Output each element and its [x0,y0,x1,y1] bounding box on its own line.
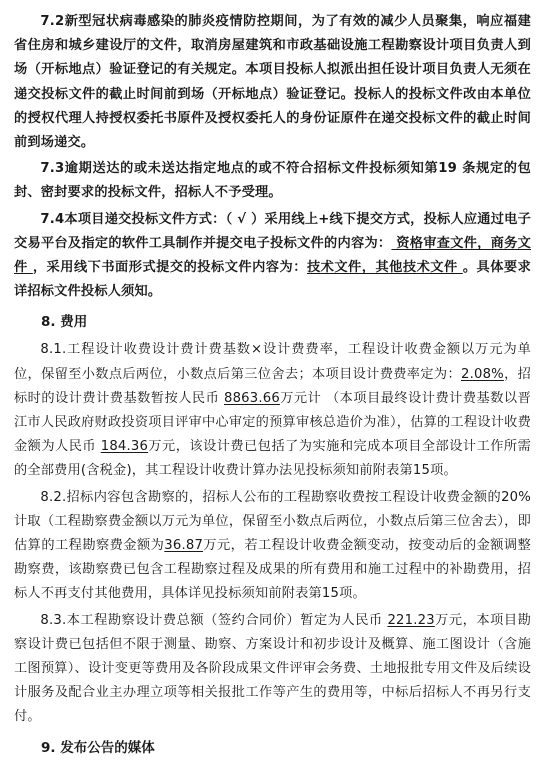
survey-fee-amount: 36.87 [164,538,204,554]
clause-8-3-text-b: 万元，本项目勘察设计费已包括但不限于测量、勘察、方案设计和初步设计及概算、施工图设计（含施工图预算）、设计变更等费用及各阶段成果文件评审会务费、土地报批专用文件及后续设计服务及配合业主办理立项等相关报批工作等产生的费用等，中标后招标人不再另行支付。 [14,612,531,725]
clause-7-4-offline-content: 技术文件，其他技术文件 [306,260,463,276]
design-fee-rate: 2.08% [461,366,504,382]
clause-8-1-text-c: 万元计 （本项目最终设计费计费基数以晋江市人民政府财政投资项目评审中心审定的预算审核总造价为准），估算的工程设计收费金额为人民币 [14,390,531,455]
clause-7-4-text-a: 7.4本项目递交投标文件方式：（ √ ）采用线上+线下提交方式，投标人应通过电子交易平台及指定的软件工具制作并提交电子投标文件的内容为： [14,211,531,251]
clause-7-4-text-c: 。具体要求详招标文件投标人须知。 [14,260,532,300]
clause-7-3: 7.3逾期送达的或未送达指定地点的或不符合招标文件投标须知第19 条规定的包封、密封要求的投标文件，招标人不予受理。 [14,161,531,201]
clause-8-3 [14,609,531,730]
clause-8-1-text-d: 万元，该设计费已包括了为实施和完成本项目全部设计工作所需的全部费用(含税金)，其工程设计收费计算办法见投标须知前附表第15项。 [14,439,531,479]
clause-7-4 [14,208,531,305]
clause-7-4-online-content: 资格审查文件，商务文件 [14,235,531,276]
clause-8-1-text-a: 8.1.工程设计收费设计费计费基数×设计费费率，工程设计收费金额以万元为单位，保留至小数点后两位，小数点后第三位舍去；本项目设计费费率定为： [14,342,531,382]
clause-7-2: 7.2新型冠状病毒感染的肺炎疫情防控期间，为了有效的减少人员聚集，响应福建省住房和城乡建设厅的文件，取消房屋建筑和市政基础设施工程勘察设计项目负责人到场（开标地点）验证登记的有关规定。本项目投标人拟派出担任设计项目负责人无须在递交投标文件的截止时间前到场（开标地点）验证登记。投标人的投标文件改由本单位的授权代理人持授权委托书原件及授权委托人的身份证原件在递交投标文件的截止时间前到场递交。 [14,14,531,151]
design-fee-amount: 184.36 [100,439,149,455]
clause-7-4-text-b: ，采用线下书面形式提交的投标文件内容为： [32,260,307,276]
section-heading-8: 8. 费用 [41,314,88,331]
clause-8-3-text-a: 8.3.本工程勘察设计费总额（签约合同价）暂定为人民币 [40,612,388,628]
section-heading-9: 9. 发布公告的媒体 [41,739,155,756]
clause-8-2-text-b: 万元，若工程设计收费金额变动，按变动后的金额调整勘察费，该勘察费已包含工程勘察过程及成果的所有费用和施工过程中的补勘费用，招标人不再支付其他费用，具体详见投标须知前附表第15项。 [14,538,531,602]
clause-8-2-text-a: 8.2.招标内容包含勘察的，招标人公布的工程勘察收费按工程设计收费金额的20%计取（工程勘察费金额以万元为单位，保留至小数点后两位，小数点后第三位舍去），即估算的工程勘察费金额为 [14,489,531,554]
clause-8-1 [14,338,531,483]
clause-8-1-text-b: ，招标时的设计费计费基数暂按人民币 [14,366,531,406]
total-fee-amount: 221.23 [387,612,435,628]
fee-base-amount: 8863.66 [224,390,280,406]
clause-8-2 [14,486,531,607]
